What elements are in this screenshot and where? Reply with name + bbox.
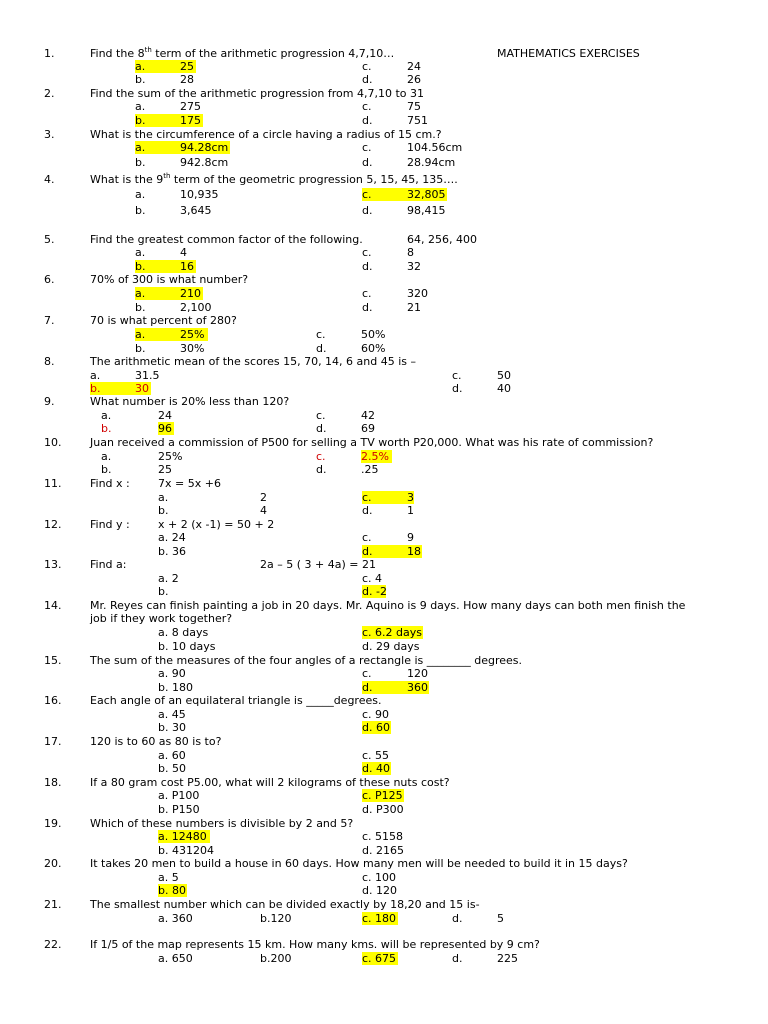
- option-value-d: 225: [497, 952, 518, 965]
- answer-option-a: a. 12480: [158, 830, 210, 843]
- option-d: d. 120: [362, 884, 397, 897]
- answer-option-c: c. P125: [362, 789, 403, 802]
- question-text: Mr. Reyes can finish painting a job in 20 days. Mr. Aquino is 9 days. How many days can both men finish the: [90, 599, 686, 612]
- option-label-c: c.: [316, 450, 326, 463]
- option-value-d: 26: [407, 73, 421, 86]
- option-label-c: c.: [362, 667, 372, 680]
- question-number: 21.: [44, 898, 62, 911]
- option-a: a. 45: [158, 708, 186, 721]
- question-number: 11.: [44, 477, 62, 490]
- option-value-d: 60%: [361, 342, 386, 355]
- answer-option-c: 2.5%: [361, 450, 392, 463]
- answer-option-c: c. 3: [362, 491, 414, 504]
- option-value-a: 25%: [158, 450, 183, 463]
- option-value-a: 24: [158, 409, 172, 422]
- option-value-d: 5: [497, 912, 504, 925]
- option-value-d: 21: [407, 301, 421, 314]
- question-number: 9.: [44, 395, 55, 408]
- option-value-b: 25: [158, 463, 172, 476]
- question-numbers: 64, 256, 400: [407, 233, 477, 246]
- question-text: Which of these numbers is divisible by 2 and 5?: [90, 817, 354, 830]
- option-value-d: 28.94cm: [407, 156, 456, 169]
- option-b: b. 50: [158, 762, 186, 775]
- option-label-a: a.: [135, 188, 146, 201]
- question-number: 10.: [44, 436, 62, 449]
- option-a: a. 5: [158, 871, 179, 884]
- option-value-d: 69: [361, 422, 375, 435]
- question-text: Find the 8th term of the arithmetic progression 4,7,10…: [90, 46, 395, 60]
- page-title: MATHEMATICS EXERCISES: [497, 47, 640, 60]
- question-number: 19.: [44, 817, 62, 830]
- option-value-d: .25: [361, 463, 379, 476]
- answer-option-d: d. -2: [362, 585, 387, 598]
- question-text: If a 80 gram cost P5.00, what will 2 kilograms of these nuts cost?: [90, 776, 450, 789]
- option-value-c: 104.56cm: [407, 141, 463, 154]
- option-label-b: b.: [101, 463, 112, 476]
- answer-option-a: a. 25%: [135, 328, 208, 341]
- option-label-b: b.: [135, 301, 146, 314]
- option-label-c: c.: [316, 328, 326, 341]
- question-number: 15.: [44, 654, 62, 667]
- option-label-a: a.: [158, 491, 169, 504]
- answer-option-a: a. 94.28cm: [135, 141, 229, 154]
- option-label-d: d.: [362, 260, 373, 273]
- question-number: 14.: [44, 599, 62, 612]
- option-value-c: 50%: [361, 328, 386, 341]
- option-label-a: a.: [135, 246, 146, 259]
- option-b: b.120: [260, 912, 292, 925]
- option-label-c: c.: [362, 287, 372, 300]
- option-value-b: 2,100: [180, 301, 212, 314]
- option-a: a. 8 days: [158, 626, 209, 639]
- question-text: Find x :: [90, 477, 130, 490]
- question-text: The arithmetic mean of the scores 15, 70, 14, 6 and 45 is –: [90, 355, 417, 368]
- option-label-b: b.: [135, 73, 146, 86]
- option-d: d. 29 days: [362, 640, 420, 653]
- question-text: Each angle of an equilateral triangle is _____degrees.: [90, 694, 382, 707]
- option-c: c. 4: [362, 572, 383, 585]
- option-value-b: 28: [180, 73, 194, 86]
- option-label-d: d.: [316, 422, 327, 435]
- question-number: 8.: [44, 355, 55, 368]
- option-label-d: d.: [316, 463, 327, 476]
- answer-option-b: b. 16: [135, 260, 194, 273]
- option-c: c. 5158: [362, 830, 404, 843]
- question-number: 1.: [44, 47, 55, 60]
- option-b: b.200: [260, 952, 292, 965]
- option-label-c: c.: [362, 60, 372, 73]
- question-text: Juan received a commission of P500 for selling a TV worth P20,000. What was his rate of commission?: [90, 436, 654, 449]
- question-number: 7.: [44, 314, 55, 327]
- option-label-b: b.: [135, 204, 146, 217]
- option-label-a: a.: [101, 409, 112, 422]
- question-text: The smallest number which can be divided exactly by 18,20 and 15 is-: [90, 898, 480, 911]
- answer-option-a: a. 25: [135, 60, 194, 73]
- question-number: 13.: [44, 558, 62, 571]
- option-value-c: 75: [407, 100, 421, 113]
- option-value-c: 50: [497, 369, 511, 382]
- option-label-d: d.: [452, 382, 463, 395]
- option-label-a: a.: [135, 100, 146, 113]
- option-label-b: b.: [135, 156, 146, 169]
- option-label-d: d.: [362, 504, 373, 517]
- option-value-c: 8: [407, 246, 414, 259]
- answer-option-c: c. 32,805: [362, 188, 446, 201]
- option-a: a. 90: [158, 667, 186, 680]
- option-value-c: 24: [407, 60, 421, 73]
- answer-option-c: c. 180: [362, 912, 397, 925]
- answer-option-c: c. 675: [362, 952, 397, 965]
- option-value-b: 3,645: [180, 204, 212, 217]
- option-value-a: 275: [180, 100, 201, 113]
- option-label-a: a.: [90, 369, 101, 382]
- question-number: 22.: [44, 938, 62, 951]
- question-text: Find the sum of the arithmetic progression from 4,7,10 to 31: [90, 87, 425, 100]
- option-a: a. 650: [158, 952, 193, 965]
- question-text: 120 is to 60 as 80 is to?: [90, 735, 222, 748]
- question-text: 70 is what percent of 280?: [90, 314, 237, 327]
- option-value-d: 1: [407, 504, 414, 517]
- option-value-a: 2: [260, 491, 267, 504]
- option-a: a. 24: [158, 531, 186, 544]
- question-number: 3.: [44, 128, 55, 141]
- option-value-b: 30%: [180, 342, 205, 355]
- option-value-a: 31.5: [135, 369, 160, 382]
- option-b: b. 36: [158, 545, 186, 558]
- answer-option-d: d. 360: [362, 681, 428, 694]
- option-label-d: d.: [362, 114, 373, 127]
- question-text: If 1/5 of the map represents 15 km. How many kms. will be represented by 9 cm?: [90, 938, 540, 951]
- question-number: 2.: [44, 87, 55, 100]
- option-c: c. 55: [362, 749, 390, 762]
- option-b: b. 431204: [158, 844, 214, 857]
- equation: x + 2 (x -1) = 50 + 2: [158, 518, 275, 531]
- question-text: The sum of the measures of the four angles of a rectangle is ________ degrees.: [90, 654, 523, 667]
- option-label-c: c.: [362, 246, 372, 259]
- answer-option-a: a. 210: [135, 287, 201, 300]
- option-label-d: d.: [452, 912, 463, 925]
- question-number: 18.: [44, 776, 62, 789]
- option-b: b. 180: [158, 681, 193, 694]
- answer-option-b: b. 30: [90, 382, 149, 395]
- option-d: d. 2165: [362, 844, 404, 857]
- option-label-d: d.: [362, 73, 373, 86]
- option-a: a. 60: [158, 749, 186, 762]
- option-value-c: 9: [407, 531, 414, 544]
- option-b: b. 10 days: [158, 640, 216, 653]
- option-value-a: 10,935: [180, 188, 219, 201]
- question-text: It takes 20 men to build a house in 60 days. How many men will be needed to build it in 15 days?: [90, 857, 628, 870]
- equation: 7x = 5x +6: [158, 477, 221, 490]
- question-text: Find the greatest common factor of the following.: [90, 233, 363, 246]
- answer-option-b: 96: [158, 422, 172, 435]
- option-label-c: c.: [362, 531, 372, 544]
- option-label-d: d.: [316, 342, 327, 355]
- option-value-b: 4: [260, 504, 267, 517]
- option-label-c: c.: [316, 409, 326, 422]
- question-number: 4.: [44, 173, 55, 186]
- option-value-d: 32: [407, 260, 421, 273]
- option-value-c: 120: [407, 667, 428, 680]
- question-text: Find a:: [90, 558, 127, 571]
- question-text: What number is 20% less than 120?: [90, 395, 290, 408]
- option-value-d: 40: [497, 382, 511, 395]
- question-number: 20.: [44, 857, 62, 870]
- option-label-c: c.: [362, 100, 372, 113]
- option-a: a. 2: [158, 572, 179, 585]
- option-c: c. 90: [362, 708, 390, 721]
- option-label-c: c.: [362, 141, 372, 154]
- option-label-d: d.: [362, 204, 373, 217]
- option-value-d: 751: [407, 114, 428, 127]
- option-b: b. P150: [158, 803, 200, 816]
- question-text: Find y :: [90, 518, 130, 531]
- option-b: b. 30: [158, 721, 186, 734]
- option-b: b.: [158, 585, 169, 598]
- question-text: What is the circumference of a circle having a radius of 15 cm.?: [90, 128, 442, 141]
- option-value-c: 42: [361, 409, 375, 422]
- equation: 2a – 5 ( 3 + 4a) = 21: [260, 558, 376, 571]
- question-text: What is the 9th term of the geometric progression 5, 15, 45, 135….: [90, 172, 458, 186]
- option-label-d: d.: [362, 156, 373, 169]
- option-label-a: a.: [101, 450, 112, 463]
- option-a: a. 360: [158, 912, 193, 925]
- option-label-c: c.: [452, 369, 462, 382]
- option-c: c. 100: [362, 871, 397, 884]
- option-label-b: b.: [158, 504, 169, 517]
- answer-option-b: b. 175: [135, 114, 201, 127]
- question-number: 16.: [44, 694, 62, 707]
- question-number: 6.: [44, 273, 55, 286]
- question-text-continued: job if they work together?: [90, 612, 233, 625]
- option-label-b: b.: [101, 422, 112, 435]
- answer-option-d: d. 40: [362, 762, 390, 775]
- question-text: 70% of 300 is what number?: [90, 273, 249, 286]
- option-value-d: 98,415: [407, 204, 446, 217]
- option-label-d: d.: [452, 952, 463, 965]
- option-label-b: b.: [135, 342, 146, 355]
- option-value-a: 4: [180, 246, 187, 259]
- option-a: a. P100: [158, 789, 200, 802]
- option-d: d. P300: [362, 803, 404, 816]
- answer-option-b: b. 80: [158, 884, 186, 897]
- question-number: 12.: [44, 518, 62, 531]
- option-value-b: 942.8cm: [180, 156, 229, 169]
- option-value-c: 320: [407, 287, 428, 300]
- answer-option-d: d. 18: [362, 545, 421, 558]
- question-number: 17.: [44, 735, 62, 748]
- option-label-d: d.: [362, 301, 373, 314]
- question-number: 5.: [44, 233, 55, 246]
- answer-option-c: c. 6.2 days: [362, 626, 422, 639]
- answer-option-d: d. 60: [362, 721, 390, 734]
